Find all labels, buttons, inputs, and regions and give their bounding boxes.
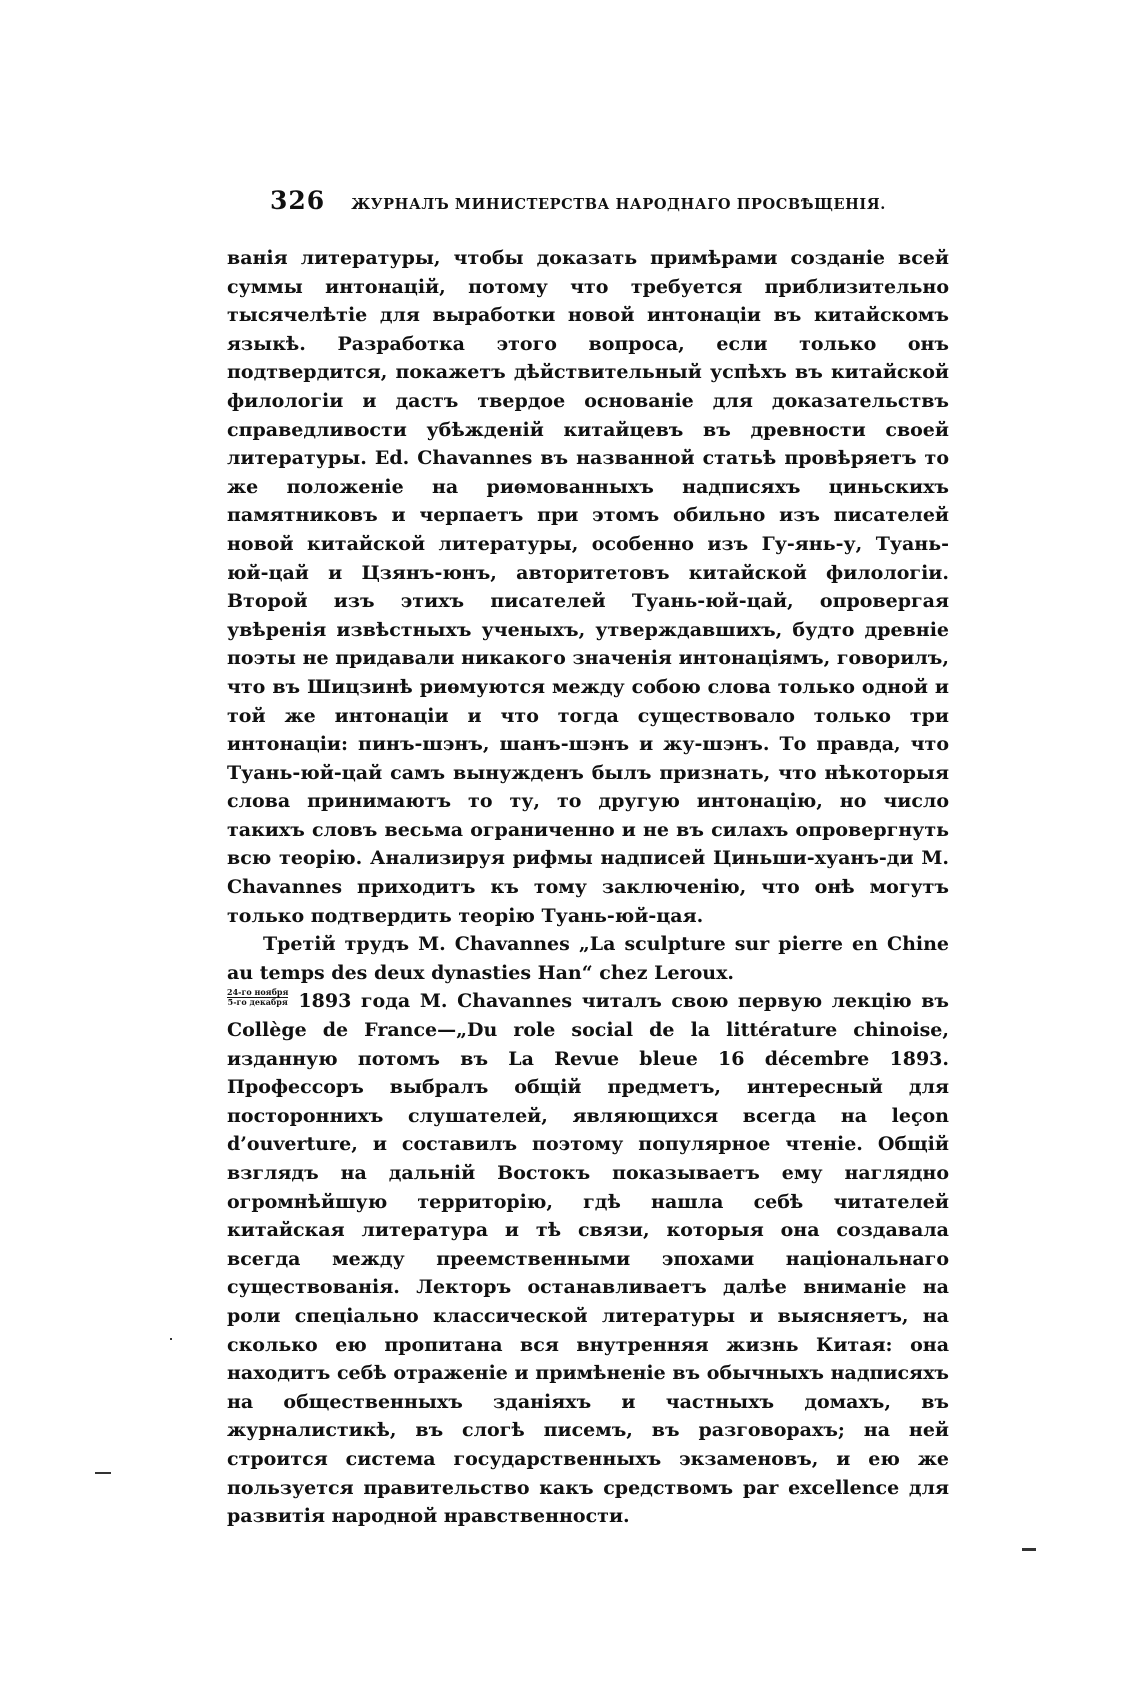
page-number: 326 — [270, 186, 326, 215]
page-header — [270, 186, 910, 215]
date-note-bottom: 5-го декабря — [227, 997, 288, 1008]
paragraph-continuation: ванія литературы, чтобы доказать примѣрами созданіе всей суммы интонацій, потому что требуется приблизительно тысячелѣтіе для выработки новой интонаціи въ китайскомъ языкѣ. Разработка этого вопроса, если только онъ подтвердится, покажетъ дѣйствительный успѣхъ въ китайской филологіи и дастъ твердое основаніе для доказательствъ справедливости убѣжденій китайцевъ въ древности своей литературы. Ed. Chavannes въ названной статьѣ провѣряетъ то же положеніе на риѳмованныхъ надписяхъ циньскихъ памятниковъ и черпаетъ при этомъ обильно изъ писателей новой китайской литературы, особенно изъ Гу-янь-у, Туань-юй-цай и Цзянъ-юнъ, авторитетовъ китайской филологіи. Второй изъ этихъ писателей Туань-юй-цай, опровергая увѣренія извѣстныхъ ученыхъ, утверждавшихъ, будто древніе поэты не придавали никакого значенія интонаціямъ, говорилъ, что въ Шицзинѣ риѳмуются между собою слова только одной и той же интонаціи и что тогда существовало только три интонаціи: пинъ-шэнъ, шанъ-шэнъ и жу-шэнъ. То правда, что Туань-юй-цай самъ вынужденъ былъ признать, что нѣкоторыя слова принимаютъ то ту, то другую интонацію, но число такихъ словъ весьма ограниченно и не въ силахъ опровергнуть всю теорію. Анализируя рифмы надписей Циньши-хуанъ-ди М. Chavannes приходитъ къ тому заключенію, что онѣ могутъ только подтвердить теорію Туань-юй-цая. — [227, 247, 949, 927]
date-note-top: 24-го ноября — [227, 987, 289, 998]
running-head: ЖУРНАЛЪ МИНИСТЕРСТВА НАРОДНАГО ПРОСВѢЩЕНІЯ. — [351, 196, 886, 213]
scan-mark — [95, 1472, 111, 1474]
body-text — [227, 244, 949, 1531]
paragraph-third-work: Третій трудъ М. Chavannes „La sculpture sur pierre en Chine au temps des deux dynasties Han“ chez Leroux. — [227, 933, 949, 984]
scan-mark — [1022, 1548, 1036, 1551]
date-note — [227, 988, 288, 1007]
paragraph-lecture-text: 1893 года М. Chavannes читалъ свою первую лекцію въ Collège de France—„Du role social de la littérature chinoise, изданную потомъ въ La Revue bleue 16 décembre 1893. Профессоръ выбралъ общій предметъ, интересный для постороннихъ слушателей, являющихся всегда на leçon d’ouverture, и составилъ поэтому популярное чтеніе. Общій взглядъ на дальній Востокъ показываетъ ему наглядно огромнѣйшую территорію, гдѣ нашла себѣ читателей китайская литература и тѣ связи, которыя она создавала всегда между преемственными эпохами національнаго существованія. Лекторъ останавливаетъ далѣе вниманіе на роли спеціально классической литературы и выясняетъ, на сколько ею пропитана вся внутренняя жизнь Китая: она находитъ себѣ отраженіе и примѣненіе въ обычныхъ надписяхъ на общественныхъ зданіяхъ и частныхъ домахъ, въ журналистикѣ, въ слогѣ писемъ, въ разговорахъ; на ней строится система государственныхъ экзаменовъ, и ею же пользуется правительство какъ средствомъ par excellence для развитія народной нравственности. — [227, 990, 949, 1528]
paragraph-lecture — [227, 987, 949, 1530]
scan-mark — [170, 1338, 172, 1340]
